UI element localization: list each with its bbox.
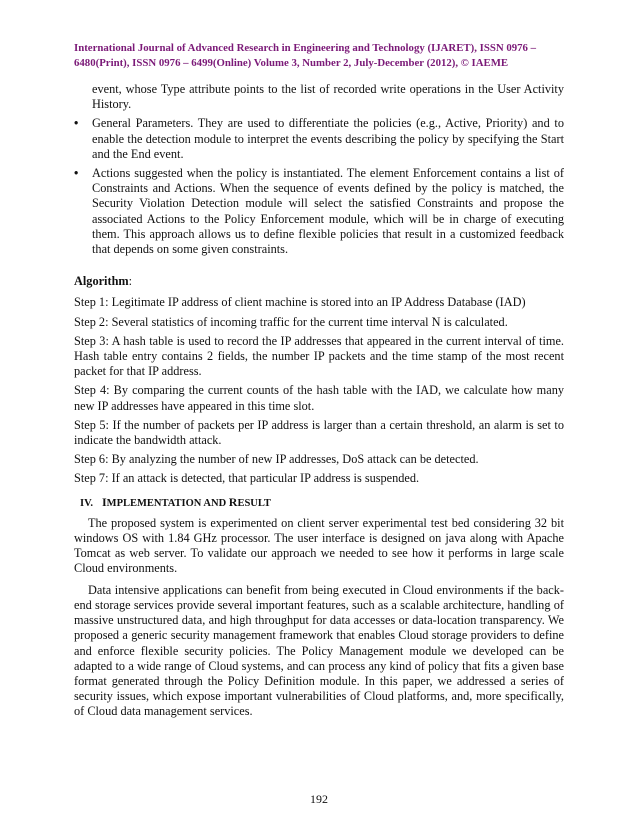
journal-header <box>74 41 564 70</box>
algorithm-step: Step 7: If an attack is detected, that particular IP address is suspended. <box>74 471 420 486</box>
section-title-cap-i: I <box>102 494 107 509</box>
list-item <box>74 166 564 257</box>
section-title-cap-r: R <box>228 494 238 509</box>
algorithm-step: Step 1: Legitimate IP address of client machine is stored into an IP Address Database (IAD) <box>74 295 526 310</box>
algorithm-step: Step 3: A hash table is used to record the IP addresses that appeared in the current interval of time. Hash table entry contains 2 fields, the number IP packets and the time stamp of the most recent packet for that IP address. <box>74 333 564 379</box>
section-title-part-2: ESULT <box>237 497 271 509</box>
bullet-icon: • <box>74 116 79 131</box>
algorithm-heading-colon: : <box>128 274 133 289</box>
continued-paragraph: event, whose Type attribute points to the list of recorded write operations in the User Activity History. <box>92 82 564 112</box>
section-paragraph: Data intensive applications can benefit from being executed in Cloud environments if the back-end storage services provide several important features, such as a scalable architecture, handling of massive unstructured data, and high throughput for data accesses or data-location transparency. We proposed a generic security management framework that enables Cloud storage providers to define and enforce flexible security policies. The Policy Management module we developed can be adapted to a wide range of Cloud systems, and can process any kind of policy that fits a given base format generated through the Policy Definition module. In this paper, we addressed a series of security issues, which expose important vulnerabilities of Cloud platforms, and, more specifically, of Cloud data management services. <box>74 582 564 719</box>
section-number: IV. <box>80 497 93 509</box>
algorithm-heading-text: Algorithm <box>74 274 129 289</box>
bullet-text: General Parameters. They are used to differentiate the policies (e.g., Active, Priority) and to enable the detection module to interpret the events describing the policy by specifying the Start and the End event. <box>92 116 564 161</box>
algorithm-step: Step 6: By analyzing the number of new IP addresses, DoS attack can be detected. <box>74 452 479 467</box>
journal-header-line-1: International Journal of Advanced Research in Engineering and Technology (IJARET), ISSN 0976 – <box>74 42 537 54</box>
bullet-icon: • <box>74 166 79 181</box>
list-item <box>74 116 564 162</box>
page-number: 192 <box>310 792 328 806</box>
section-heading <box>80 495 564 511</box>
algorithm-step: Step 2: Several statistics of incoming traffic for the current time interval N is calculated. <box>74 314 508 329</box>
journal-header-line-2: 6480(Print), ISSN 0976 – 6499(Online) Volume 3, Number 2, July-December (2012), © IAEME <box>74 56 509 69</box>
page-body <box>74 82 564 726</box>
algorithm-heading <box>74 274 564 289</box>
bullet-text: Actions suggested when the policy is instantiated. The element Enforcement contains a list of Constraints and Actions. When the sequence of events defined by the policy is matched, the Security Violation Detection module will select the satisfied Constraints and propose the associated Actions to the Policy Enforcement module, which will be in charge of executing them. This approach allows us to define flexible policies that result in a customized feedback that depends on some given constraints. <box>92 166 564 257</box>
algorithm-step: Step 5: If the number of packets per IP address is larger than a certain threshold, an alarm is set to indicate the bandwidth attack. <box>74 417 564 448</box>
section-title-part-1: MPLEMENTATION AND <box>106 497 229 509</box>
algorithm-step: Step 4: By comparing the current counts of the hash table with the IAD, we calculate how many new IP addresses have appeared in this time slot. <box>74 383 564 413</box>
bullet-list <box>74 116 564 257</box>
section-paragraph: The proposed system is experimented on client server experimental test bed considering 32 bit windows OS with 1.84 GHz processor. The user interface is designed on java along with Apache Tomcat as web server. To validate our approach we needed to see how it performs in large scale Cloud environments. <box>74 515 564 576</box>
